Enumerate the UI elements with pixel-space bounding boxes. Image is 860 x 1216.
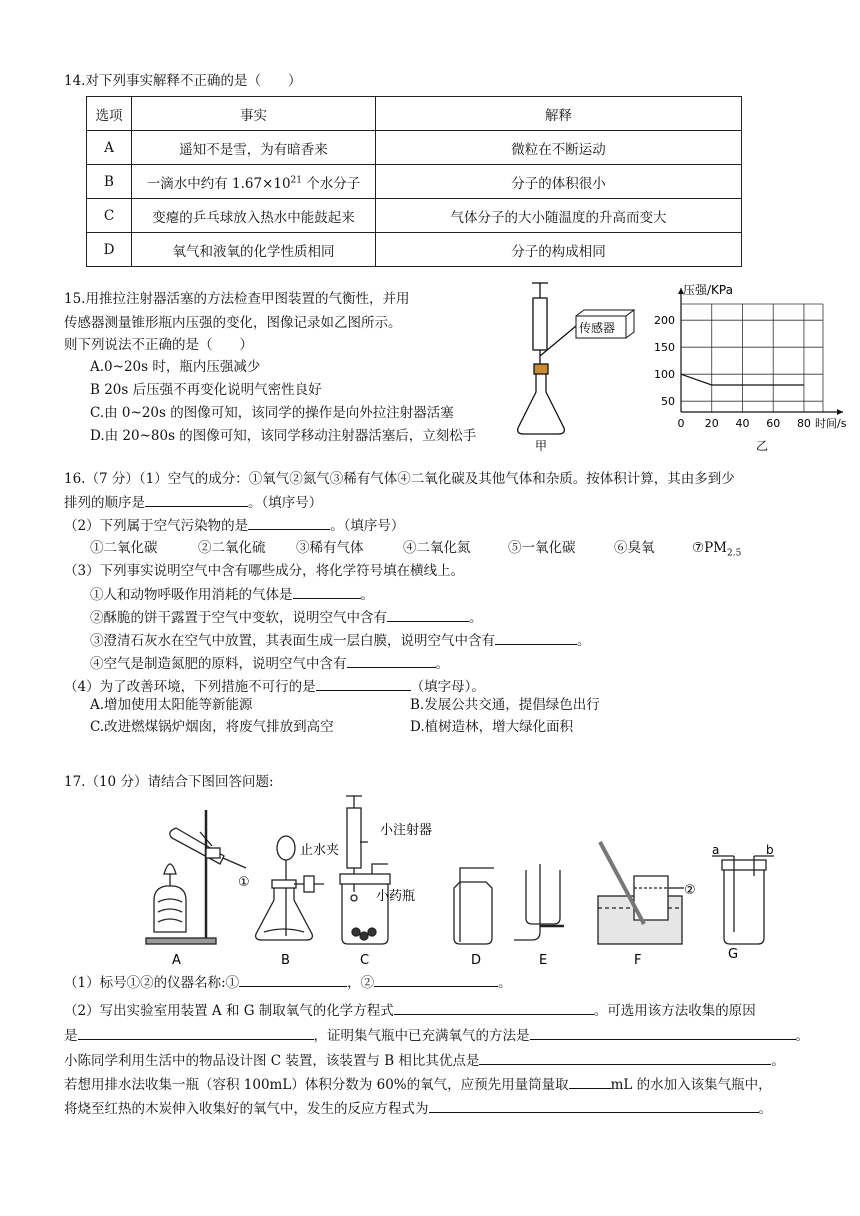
sensor-tube [540, 326, 576, 356]
text: ⑦PM [692, 540, 728, 556]
fig-label-c: C [360, 953, 370, 968]
apparatus-d [454, 868, 494, 944]
answer-blank[interactable] [429, 1098, 759, 1113]
apparatus-figure [128, 792, 774, 970]
apparatus-c [340, 796, 390, 944]
answer-blank[interactable] [394, 1000, 594, 1015]
text: （1）标号①②的仪器名称:① [64, 975, 240, 991]
q16-option-6: ⑥臭氧 [614, 540, 655, 556]
answer-blank[interactable] [530, 1025, 796, 1040]
x-tick-label: 0 [677, 417, 685, 430]
row-fact: 变瘪的乒乓球放入热水中能鼓起来 [132, 199, 376, 233]
header-explain: 解释 [376, 97, 742, 131]
g-port-a: a [712, 843, 720, 857]
q14-table [86, 96, 742, 267]
fact-text: 一滴水中约有 1.67×10 [146, 175, 291, 192]
fact-exponent: 21 [290, 175, 302, 185]
fig-label-d: D [471, 953, 482, 968]
q16-stem1: 16.（7 分）（1）空气的成分：①氧气②氮气③稀有气体④二氧化碳及其他气体和杂质。按体积计算，其由多到少 [64, 471, 735, 487]
q16-part4-a: A.增加使用太阳能等新能源 [90, 697, 253, 713]
clamp-label: 止水夹 [300, 843, 340, 858]
text: 。 [758, 1101, 772, 1117]
q16-option-1: ①二氧化碳 [90, 540, 158, 556]
text: 是 [64, 1028, 78, 1044]
text: （2）写出实验室用装置 A 和 G 制取氧气的化学方程式 [64, 1003, 394, 1019]
conical-flask [518, 374, 565, 434]
table-row [87, 233, 742, 267]
table-row [87, 165, 742, 199]
text: 。（填序号） [330, 518, 405, 534]
q17-part2-line5 [64, 1098, 772, 1119]
table-row [87, 131, 742, 165]
q17-part2-line1 [64, 1000, 756, 1021]
q15-option-d: D.由 20~80s 的图像可知，该同学移动注射器活塞后，立刻松手 [90, 428, 477, 444]
text: （2）下列属于空气污染物的是 [64, 518, 249, 534]
pressure-chart [645, 282, 855, 454]
q17-part2-line2 [64, 1025, 809, 1046]
row-fact: 遥知不是雪，为有暗香来 [132, 131, 376, 165]
text: ，证明集气瓶中已充满氧气的方法是 [313, 1028, 530, 1044]
row-option: B [87, 165, 132, 199]
apparatus-a [146, 810, 246, 944]
answer-blank[interactable] [495, 630, 577, 645]
row-fact [132, 165, 376, 199]
q17-stem: 17.（10 分）请结合下图回答问题: [64, 774, 274, 790]
subscript: 2.5 [727, 548, 742, 559]
y-tick-label: 50 [661, 395, 675, 409]
answer-blank[interactable] [248, 515, 330, 530]
fig-label-a: A [172, 953, 181, 968]
vial-label: 小药瓶 [376, 889, 416, 904]
fig-yi-caption: 乙 [755, 439, 769, 453]
q15-option-b: B 20s 后压强不再变化说明气密性良好 [90, 382, 322, 398]
row-option: C [87, 199, 132, 233]
q16-option-5: ⑤一氧化碳 [508, 540, 576, 556]
text: ④空气是制造氮肥的原料，说明空气中含有 [90, 656, 347, 672]
answer-blank[interactable] [293, 584, 361, 599]
text: mL 的水加入该集气瓶中， [610, 1077, 772, 1093]
y-tick-label: 150 [654, 341, 675, 355]
x-tick-label: 40 [735, 417, 750, 430]
x-tick-label: 20 [704, 417, 719, 430]
q15-option-c: C.由 0~20s 的图像可知，该同学的操作是向外拉注射器活塞 [90, 405, 454, 421]
q17-part2-line3 [64, 1050, 785, 1071]
syringe-label: 小注射器 [380, 823, 433, 838]
syringe-barrel [533, 298, 547, 350]
q15-line2: 传感器测量锥形瓶内压强的变化，图像记录如乙图所示。 [64, 315, 402, 331]
row-option: A [87, 131, 132, 165]
text: ，② [347, 975, 375, 991]
text: 若想用排水法收集一瓶（容积 100mL）体积分数为 60%的氧气，应预先用量筒量取 [64, 1077, 569, 1093]
q16-option-4: ④二氧化氮 [403, 540, 471, 556]
text: 。 [435, 656, 449, 672]
table-row [87, 199, 742, 233]
q14-stem: 14.对下列事实解释不正确的是（ ） [64, 73, 302, 89]
row-explain: 分子的构成相同 [376, 233, 742, 267]
answer-blank[interactable] [145, 492, 248, 507]
answer-blank[interactable] [78, 1025, 314, 1040]
header-option: 选项 [87, 97, 132, 131]
x-tick-label: 60 [766, 417, 781, 430]
y-tick-label: 100 [654, 368, 675, 382]
q16-part2 [64, 515, 404, 536]
text: 小陈同学利用生活中的物品设计图 C 装置，该装置与 B 相比其优点是 [64, 1053, 480, 1069]
q17-part2-line4 [64, 1074, 772, 1095]
fact-text: 个水分子 [302, 175, 361, 192]
answer-blank[interactable] [569, 1074, 611, 1089]
answer-blank[interactable] [479, 1050, 771, 1065]
y-tick-label: 200 [654, 314, 675, 328]
answer-blank[interactable] [239, 972, 347, 987]
q16-option-3: ③稀有气体 [296, 540, 364, 556]
stopper [534, 364, 548, 374]
q16-part3-d [90, 653, 449, 674]
text: 。 [498, 975, 512, 991]
y-axis-label: 压强/KPa [683, 283, 733, 297]
q16-part3-b [90, 607, 483, 628]
text: 。（填序号） [248, 495, 323, 511]
mark-2: ② [684, 883, 696, 898]
answer-blank[interactable] [316, 676, 411, 691]
fig-label-f: F [634, 953, 642, 968]
text: （4）为了改善环境，下列措施不可行的是 [64, 679, 316, 695]
x-axis-arrow [837, 409, 843, 415]
q16-stem2 [64, 492, 322, 513]
apparatus-jia-figure [510, 280, 645, 455]
row-fact: 氧气和液氧的化学性质相同 [132, 233, 376, 267]
apparatus-e [514, 864, 564, 940]
text: 。 [360, 587, 374, 603]
q16-part4-c: C.改进燃煤锅炉烟囱，将废气排放到高空 [90, 719, 334, 735]
q16-part3-c [90, 630, 591, 651]
fig-label-e: E [539, 953, 548, 968]
row-explain: 微粒在不断运动 [376, 131, 742, 165]
q16-option-2: ②二氧化硫 [198, 540, 266, 556]
text: 。 [469, 610, 483, 626]
text: 排列的顺序是 [64, 495, 145, 511]
table-header-row [87, 97, 742, 131]
text: ③澄清石灰水在空气中放置，其表面生成一层白膜，说明空气中含有 [90, 633, 495, 649]
q16-option-7 [692, 538, 741, 564]
q16-part4-d: D.植树造林，增大绿化面积 [410, 719, 574, 735]
text: ②酥脆的饼干露置于空气中变软，说明空气中含有 [90, 610, 387, 626]
text: 。 [795, 1028, 809, 1044]
q15-line1: 15.用推拉注射器活塞的方法检查甲图装置的气衡性，并用 [64, 291, 410, 307]
text: （填字母）。 [410, 679, 485, 695]
text: 将烧至红热的木炭伸入收集好的氧气中，发生的反应方程式为 [64, 1101, 429, 1117]
fig-jia-caption: 甲 [535, 439, 548, 453]
apparatus-g [712, 856, 774, 944]
sensor-label: 传感器 [579, 321, 616, 335]
text: 。 [577, 633, 591, 649]
q16-part3-a [90, 584, 374, 605]
q15-line3: 则下列说法不正确的是（ ） [64, 337, 253, 353]
mark-1: ① [238, 875, 250, 890]
text: ①人和动物呼吸作用消耗的气体是 [90, 587, 293, 603]
fig-label-g: G [728, 947, 739, 962]
x-tick-label: 80 [796, 417, 811, 430]
row-explain: 气体分子的大小随温度的升高而变大 [376, 199, 742, 233]
g-port-b: b [766, 843, 774, 857]
answer-blank[interactable] [347, 653, 436, 668]
apparatus-f [598, 842, 684, 944]
text: 。可选用该方法收集的原因 [593, 1003, 756, 1019]
x-axis-label: 时间/s [815, 417, 847, 430]
row-explain: 分子的体积很小 [376, 165, 742, 199]
header-fact: 事实 [132, 97, 376, 131]
q17-part1 [64, 972, 512, 993]
text: 。 [771, 1053, 785, 1069]
fig-label-b: B [281, 953, 290, 968]
q15-option-a: A.0~20s 时，瓶内压强减少 [90, 359, 261, 375]
answer-blank[interactable] [374, 972, 498, 987]
row-option: D [87, 233, 132, 267]
q16-part3: （3）下列事实说明空气中含有哪些成分，将化学符号填在横线上。 [64, 563, 465, 579]
q16-part4 [64, 676, 485, 697]
q16-part4-b: B.发展公共交通，提倡绿色出行 [410, 697, 600, 713]
answer-blank[interactable] [387, 607, 469, 622]
